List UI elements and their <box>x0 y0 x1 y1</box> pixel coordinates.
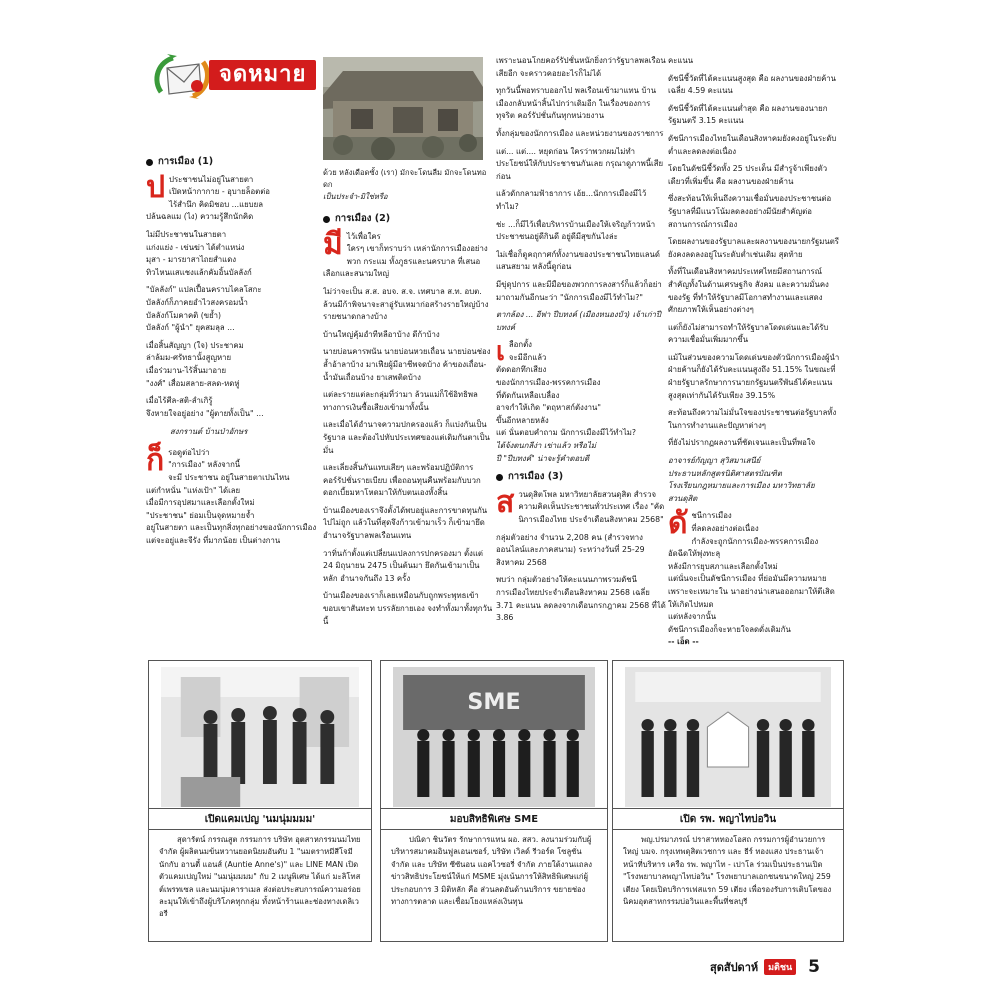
section-heading-politics-2: การเมือง (2) <box>323 213 493 226</box>
paragraph: บ้านเมืองของเราจึงตั้งได้พบอยู่และการขาดทุนกัน ไปไม่ถูก แล้วในที่สุดจึงก้าวเข้ามาเร็ว ก็เข้ามายึดอำนาจรัฐบาลพลเรือนแทน <box>323 505 488 541</box>
author-signature: อาจารย์กัญญา สุวิสมาเสนีย์ ประธานหลักสูตรนิติศาสตรบัณฑิต โรงเรียนกฎหมายและการเมือง มหาวิทยาลัยสวนดุสิต <box>668 456 815 503</box>
paragraph: ไม่เชื่อก็ดูคฤกาศก์ทั้งงานของประชาชนไทยแลนด์แสนสยาม หลังนี้ดูก่อน <box>496 249 660 272</box>
paragraph: ดัชนีชี้วัดที่ได้คะแนนต่ำสุด คือ ผลงานของนายกรัฐมนตรี 3.15 คะแนน <box>668 103 828 126</box>
drop-cap: ดั <box>668 506 688 542</box>
paragraph: พบว่า กลุ่มตัวอย่างให้คะแนนภาพรวมดัชนีการเมืองไทยประจำเดือนสิงหาคม 2568 เฉลี่ย 3.71 คะแนน ลดลงจากเดือนกรกฎาคม 2568 ที่ได้ 3.86 <box>496 575 666 623</box>
paragraph: บ้านใหญ่คุ้มอำทีหลีอาบ้าง ดีก้าบ้าง <box>323 329 440 339</box>
paragraph: และเลี่ยงสิ้นกันแทบเสียๆ และพร้อมปฏิบัติการคอร์รัปชั่นรายเบียบ เพื่อถอนทุนคืนพร้อมกับบวกดอกเบี้ยมหาโหดมาให้กับตนเองทั้งสิ้น <box>323 463 481 498</box>
box-text: ปณิดา ชินวัตร รักษาการแทน ผอ. สสว. ลงนามร่วมกับผู้บริหารสมาคมอินฟูลเอนเซอร์, บริษัท เวิลด์ รีวอร์ด โซลูชั่น จำกัด และ บริษัท ซีซันอน แอคไวซอรี่ จำกัด ภายใต้งานแถลงข่าวสิทธิประโยชน์ให้แก่ MSME มุ่งเน้นการให้สิทธิพิเศษแก่ผู้ประกอบการ 3 มิติหลัก คือ ส่วนลดอันด้านบริการ ขยายช่องทางการตลาด และเชื่อมโยงแหล่งเงินทุน <box>391 835 592 907</box>
paragraph: แม้ในส่วนของความโดดเด่นของตัวนักการเมืองผู้นำฝ่ายค้านก็ยังได้รับคะแนนสูงถึง 51.15% ในขณะที่ฝ่ายรัฐบาลรักษาการนายกรัฐมนตรีพันธ์ได้คะแนนสูงสุดเท่ากันได้รับเพียง 39.15% <box>668 352 840 400</box>
paragraph: ทุกวันนี้พอทราบออกไป พลเรือนเข้ามาแทน บ้านเมืองกลับหน้าสิ้นไปกว่าเดิมอีก ในเรื่องของการทุจริต คอร์รัปชั่นกันทุกหน่วยงาน <box>496 86 657 121</box>
paragraph: ช่ะ ...ก็มีไว้เพื่อบริหารบ้านเมืองให้เจริญก้าวหน้า ประชาชนอยู่ดีกินดี อยู่ดีมีสุขกันไงล่ะ <box>496 219 656 242</box>
section-heading-politics-3: การเมือง (3) <box>496 471 666 484</box>
paragraph: ไม่ว่าจะเป็น ส.ส. อบจ. ส.จ. เทศบาล ส.ท. อบต. ล้วนมีก้าพิจนาจะสาอู่รับเหมาก่อสร้างรายใหญ่บ้าง รายชนาดกลางบ้าง <box>323 286 489 322</box>
page-number: 5 <box>808 957 821 977</box>
paragraph: แต่ก็ยังไม่สามารถทำให้รัฐบาลโดดเด่นและได้รับความเชื่อมั่นเพิ่มมากขึ้น <box>668 322 829 345</box>
event-illustration <box>625 667 831 807</box>
section-heading-politics-1: การเมือง (1) <box>146 156 318 169</box>
drop-cap: ส <box>496 484 515 520</box>
paragraph: แล้วดักกลามฟ้าธาการ เอ้ย...นักการเมืองมีไว้ทำไม? <box>496 189 647 211</box>
column-4 <box>668 55 840 655</box>
paragraph: ดัชนีชี้วัดที่ได้คะแนนสูงสุด คือ ผลงานของฝ่ายค้าน เฉลี่ย 4.59 คะแนน <box>668 73 836 96</box>
paragraph: ทั้งที่ในเดือนสิงหาคมประเทศไทยมีสถานการณ์สำคัญทั้งในด้านเศรษฐกิจ สังคม และความมั่นคงของรัฐ ที่ทำให้รัฐบาลมีโอกาสทำงานและแสดงศักยภาพให้เห็นอย่างต่างๆ <box>668 267 829 315</box>
sme-photo <box>393 667 595 807</box>
poem-stanza: เ ลือกตั้ง จะมีอีกแล้ว ตัดดอกทึกเสียง ของนักการเมือง-พรรคการเมือง ที่ตัดกันเหลือเบลื่อง อาจกำให้เกิด "ตฤหาสก์ตังงาน" ขึ้นอีกหลายหลัง แต่ นั่นตอบคำถาม นักการเมืองมีไว้ทำไม? ได้จ้งตนกลีง่า เข่าแล้ว หรือไม่ ปี "ปีบทงค์" น่าจะรู้คำตอบดี <box>496 337 637 463</box>
paragraph: สะท้อนถึงความไม่มั่นใจของประชาชนต่อรัฐบาลทั้งในการทำงานและปัญหาต่างๆ <box>668 408 837 430</box>
paragraph: ดัชนีการเมืองไทยในเดือนสิงหาคมยังคงอยู่ในระดับต่ำและลดลงต่อเนื่อง <box>668 133 837 156</box>
paragraph: มีขุ่ดุปการ และมีมือของพวกการลงสาร์ก็แล้วก็อย่ามาถามกันอีกนะว่า "นักการเมืองมีไว้ทำไม?" <box>496 279 662 302</box>
paragraph: นายบ่อนคารพนัน นายบ่อนหวยเถื่อน นายบ่อนช่องล้ำอ้าลาบ้าง มาเฟียผู้มีอาชีพจดบ้าง ค้าของเถื่อน-น้ำมันเถื่อนบ้าง ยาเสพติดบ้าง <box>323 347 491 382</box>
publisher-badge: มติชน <box>764 959 796 975</box>
paragraph: ทั้งกลุ่มของนักการเมือง และหน่วยงานของราชการ <box>496 128 664 138</box>
box-text: พญ.ปรมาภรณ์ ปราสาททองโอสถ กรรมการผู้อำนวยการใหญ่ บมจ. กรุงเทพดุสิตเวชการ และ ธีร์ ทองแสง ประธานเจ้าหน้าที่บริหาร เครือ รพ. พญาไท - เปาโล ร่วมเป็นประธานเปิด "โรงพยาบาลพญาไทบ่อวิน" โรงพยาบาลเอกชนขนาดใหญ่ 259 เตียง โดยเปิดบริการเฟสแรก 59 เตียง เพื่อรองรับการเติบโตของนิคมอุตสาหกรรมบ่อวินและพื้นที่ชลบุรี <box>623 835 832 907</box>
paragraph: เพราะนอนโกยคอร์รัปชั่นหนักยิ่งกว่ารัฐบาลพลเรือนเสียอีก จะคราวคอยอะไรก็ไม่ได้ <box>496 56 666 78</box>
svg-text:SME: SME <box>467 689 521 715</box>
paragraph: คะแนน <box>668 56 694 65</box>
poem-stanza: ก็ รอดูต่อไปว่า "การเมือง" หลังจากนี้ จะมี ประชาชน อยู่ในสายตาเปนไหน แต่กำหนั่น "แห่งเป้า" ได้เลย เมื่อมีการอุปสมาและเลือกตั้งใหม่ "ประชาชน" ย่อมเป็นจุดหมายจ้ำ อยู่ในสายตา และเป็นทุกสิ่งทุกอย่างของนักการเมือง แต่จะอยู่และจีรัง ที่มากน้อย เป็นต่างกาน <box>146 442 317 546</box>
box-title: มอบสิทธิพิเศษ SME <box>381 808 607 830</box>
paragraph: ตากล้อง ... อีฟา ปีบทงค์ (เมืองหนองบัว) เจ้าเก่าปีบทงค์ <box>496 310 661 332</box>
paragraph: โดยในดัชนีชี้วัดทั้ง 25 ประเด็น มีสำรูจ้าเพียงตัวเดียวที่เพิ่มขึ้น คือ ผลงานของฝ่ายค้าน <box>668 164 828 186</box>
campaign-photo <box>161 667 359 807</box>
paragraph: แต่ละรายแต่ละกลุ่มที่ว่ามา ล้วนแม่ก็ใช้อิทธิพลทางการเงินซื้อเสียงเข้ามาทั้งนั้น <box>323 390 478 412</box>
bullet-icon <box>496 474 503 481</box>
news-box-sme <box>380 660 608 942</box>
page-footer <box>710 956 840 978</box>
event-illustration <box>393 667 595 807</box>
poem-stanza: ไม่มีประชาชนในสายตา แก่งแย่ง - เข่นฆ่า ได้ตำแหน่ง มุสา - มารยาสาไถยสำแดง ทิวไหนแสแชงแล้กคัมอิ้นบัลลังก์ <box>146 229 252 277</box>
paragraph: และเมื่อได้อำนาจความปกครองแล้ว ก็แบ่งกันเป็นรัฐบาล และต้องไปทับประเทศของแต่เดิมกันตาเป็นมั่น <box>323 420 490 455</box>
paragraph: แต่... แต่.... หยุดก่อน ใครว่าพวกผมไม่ทำประโยชน์ให้กับประชาชนกันเลย กรุณาดูภาพนี้เสียก่อน <box>496 146 664 181</box>
masthead <box>147 52 307 100</box>
paragraph: ที่ยังไม่ปรากฏผลงานที่ชัดเจนและเป็นที่พอใจ <box>668 438 816 448</box>
bullet-icon <box>146 159 153 166</box>
column-1 <box>146 150 318 655</box>
paragraph: มี ไว้เพื่อใคร ใครๆ เขาก็ทราบว่า เหล่านักการเมืองอย่างพวก กระแม ทั้งภูธรและนครบาล ที่เสนอเลือกและสนามใหญ่ <box>323 226 488 279</box>
drop-cap: ก็ <box>146 442 165 478</box>
news-box-campaign <box>148 660 372 942</box>
event-illustration <box>161 667 359 807</box>
box-text: สุดารัตน์ กรรณสูต กรรมการ บริษัท อุตสาหกรรมนมไทย จำกัด ผู้ผลิตนมข้นหวานยอดนิยมอันดับ 1 "นมตราหมีสีโจมีนักกับ อานตี้ แอนส์ (Auntie Anne's)" และ LINE MAN เปิดตัวแคมเปญใหม่ "นมนุ่มมมม" กับ 2 เมนูพิเศษ ได้แก่ มะลิโทสต์เพรทเซล และนมนุ่มคาราเมล ส่งต่อประสบการณ์ความอร่อยละมุนให้เข้าถึงผู้บริโภคทุกกลุ่ม ทั้งหน้าร้านและช่องทางเดลิเวอรี <box>159 835 361 919</box>
poem-stanza: เมื่อสิ้นสัญญา (ใจ) ประชาคม ล่าล้มม-ศรัทธานั้งสูญหาย เมื่อร่วมาน-ไร้สิ้นมาอาย "งงศ์" เสื่อมสลาย-สลด-หดหู่ <box>146 340 244 388</box>
column-3 <box>496 55 666 655</box>
drop-cap: เ <box>496 337 505 368</box>
drop-cap: ป <box>146 169 166 205</box>
column-2 <box>323 55 493 655</box>
drop-cap: มี <box>323 226 343 262</box>
paragraph: โดยผลงานของรัฐบาลและผลงานของนายกรัฐมนตรียังคงลดลงอยู่ในระดับต่ำเช่นเดิม สุดท้าย <box>668 237 839 259</box>
paragraph: ส วนดุสิตโพล มหาวิทยาลัยสวนดุสิต สำรวจความคิดเห็นประชาชนทั่วประเทศ เรื่อง "คัดนิการเมืองไทย ประจำเดือนสิงหาคม 2568" <box>496 484 665 524</box>
poem-stanza: ป ประชาชนไม่อยู่ในสายตา เปิดหน้ากากาย - อุบายล็อตต่อ ไร้สำนึก คิดมิชอบ ...แยบยล ปล้นฉลแม (ไง) ความรู้สึกนักคิด <box>146 169 270 222</box>
poem-stanza: "บัลลังก์" แปลเปื้อนคราบไคลโสกะ บัลลังก์ก็ภาคยอำไวสงครอมน้ำ บัลลังก์โมคาคติ (ขย้ำ) บัลลังก์ "ผู้นำ" ยุคสมลุล ... <box>146 285 262 333</box>
box-title: เปิดแคมเปญ 'นมนุ่มมมม' <box>149 808 371 830</box>
publication-name: สุดสัปดาห์ <box>710 961 759 974</box>
poem-stanza: ดั ชนีการเมือง ที่ลดลงอย่างต่อเนื่อง กำลังจะถูกนักการเมือง-พรรคการเมือง อัดฉีดให้พุ่งทะลุ หลังมีการยุบสภาและเลือกตั้งใหม่ แต่นั่นจะเป็นดัชนีการเมือง ที่ย่อมันมีความหมาย เพราะจะเหมาะใน นาอย่างน่าเสนอออกมาให้ตีเสิดให้เกิดไปหมด แต่หลังจากนั้น ดัชนีการเมืองก็จะหายใจลดดั่งเดิมกัน -- เอ็ด -- <box>668 506 835 647</box>
paragraph: บ้านเมืองของเราก็เลยเหมือนกับถูกพระพุทธเข้า ขอบเขาสันทะท บรรลัยกายเอง จงทำทั้งมาทั้งทุกวันนี้ <box>323 591 493 626</box>
paragraph: กลุ่มตัวอย่าง จำนวน 2,208 คน (สำรวจทางออนไลน์และภาคสนาม) ระหว่างวันที่ 25-29 สิงหาคม 2568 <box>496 532 645 567</box>
poem-signature: สงกรานต์ บ้านป่าอักษร <box>170 427 248 437</box>
paragraph: วาทิ่นก้าตั้งแต่เปลี่ยนแปลงการปกครองมา ตั้งแต่ 24 มิถุนายน 2475 เป็นต้นมา ยึดกันเข้ามาเป็นหลัก อำนาจกันถึง 13 ครั้ง <box>323 548 483 583</box>
bullet-icon <box>323 216 330 223</box>
poem-stanza: เมื่อไร้ศีล-สติ-ลำเกิรู้ จึงหายใจอยู่อย่าง "ผู้ตายทั้งเป็น" ... <box>146 396 264 418</box>
masthead-title: จดหมาย <box>209 60 316 90</box>
box-title: เปิด รพ. พญาไทบ่อวิน <box>613 808 843 830</box>
envelope-icon <box>153 52 211 100</box>
paragraph: ซึ่งสะท้อนให้เห็นถึงความเชื่อมั่นของประชาชนต่อรัฐบาลที่มีแนวโน้มลดลงอย่างมีนัยสำคัญต่อสถานการณ์การเมือง <box>668 194 832 229</box>
photo-caption: ด้วย หลังเดือดซั้ง (เรา) มักจะโดนลืม มักจะโดนทอดก เป็นประจำ-มิใช่หรือ <box>323 168 487 201</box>
hospital-photo <box>625 667 831 807</box>
news-box-hospital <box>612 660 844 942</box>
